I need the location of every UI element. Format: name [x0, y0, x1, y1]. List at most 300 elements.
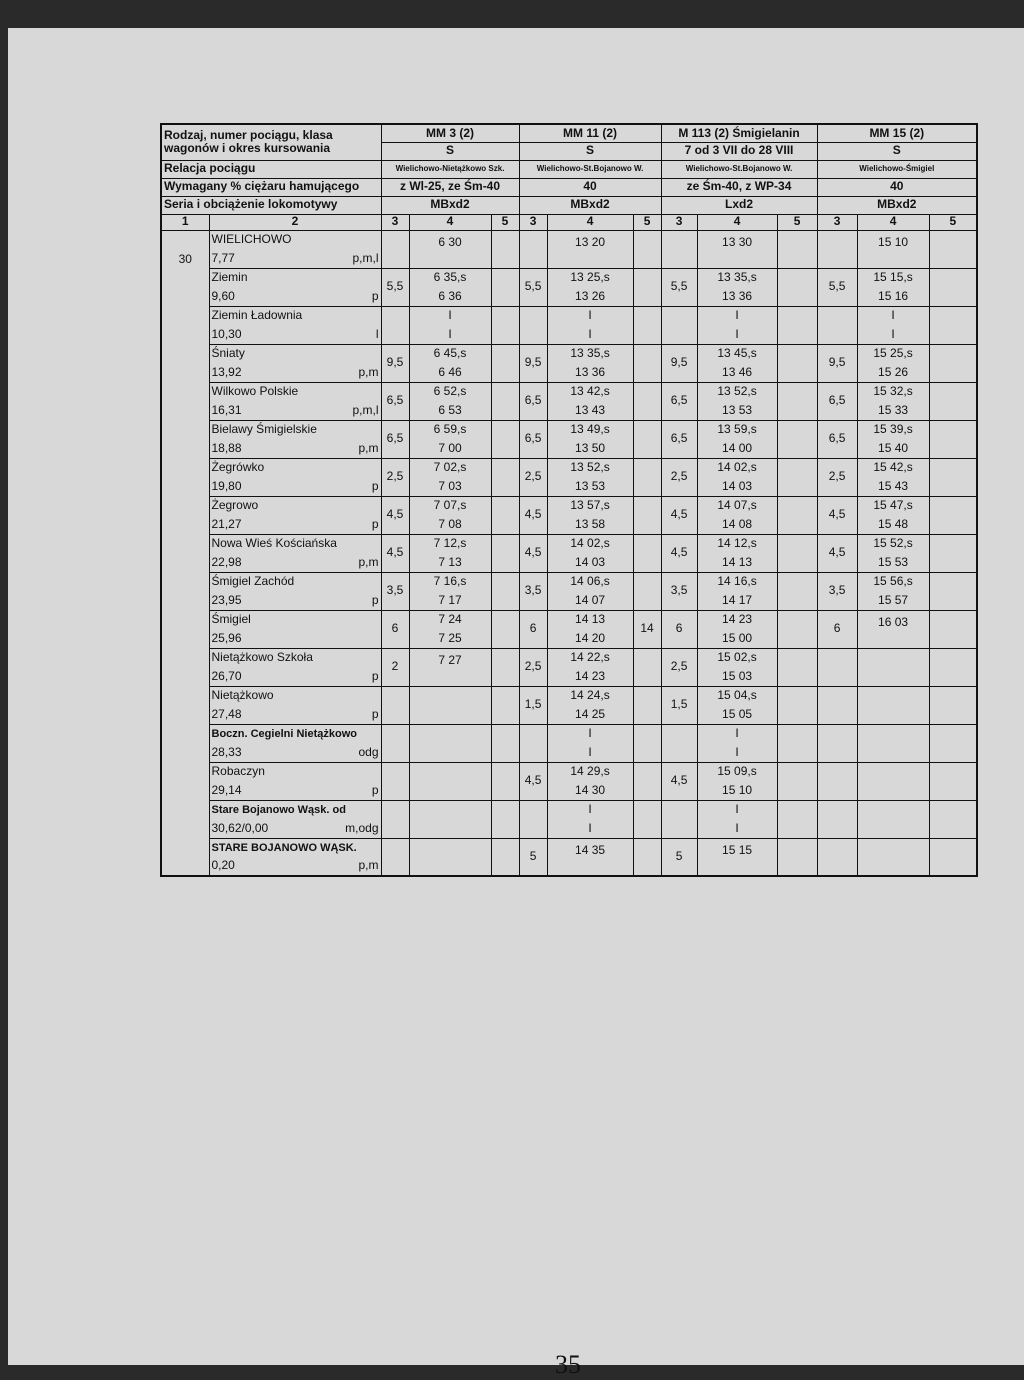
stop-cell [633, 420, 661, 458]
departure-time: 14 03 [722, 478, 753, 493]
time-pair [860, 307, 927, 344]
time-cell [857, 344, 929, 382]
station-km: 23,95 [211, 592, 242, 607]
stop-cell [777, 306, 817, 344]
distance-cell [661, 420, 697, 458]
header-row-train [161, 124, 977, 142]
stop-cell [491, 306, 519, 344]
departure-time: 13 43 [575, 402, 606, 417]
station-km: 21,27 [211, 516, 242, 531]
departure-time: I [448, 326, 452, 341]
stop-cell [633, 648, 661, 686]
station-name: WIELICHOWO [209, 230, 381, 249]
stop-cell [929, 572, 977, 610]
station-km-cell [209, 591, 381, 610]
travel-time: 9,5 [828, 355, 846, 370]
distance-cell [817, 534, 857, 572]
km-line [212, 556, 379, 569]
arrival-time: 14 35 [575, 843, 606, 858]
time-pair [860, 497, 927, 534]
time-pair [412, 801, 489, 838]
column-number: 4 [547, 214, 633, 230]
column-number: 5 [929, 214, 977, 230]
travel-time: 5,5 [670, 279, 688, 294]
stop-cell [633, 458, 661, 496]
time-cell [697, 268, 777, 306]
station-row [161, 496, 977, 515]
time-cell [857, 458, 929, 496]
column-number: 4 [409, 214, 491, 230]
arrival-time: 13 35,s [570, 346, 610, 361]
stop-cell [777, 496, 817, 534]
station-km-cell [209, 363, 381, 382]
line-number-column [161, 230, 209, 876]
departure-time: 15 10 [722, 782, 753, 797]
distance-cell [817, 230, 857, 268]
time-pair [550, 725, 631, 762]
arrival-time: I [735, 726, 739, 741]
departure-time: 7 13 [438, 554, 462, 569]
station-name: Boczn. Cegielni Nietążkowo [209, 724, 381, 743]
stop-cell [777, 382, 817, 420]
departure-time: 14 20 [575, 630, 606, 645]
station-code: p,m [358, 364, 379, 379]
time-pair [700, 801, 775, 838]
time-cell [857, 420, 929, 458]
time-cell [547, 534, 633, 572]
time-pair [700, 535, 775, 572]
arrival-time: 15 32,s [873, 384, 913, 399]
station-km: 30,62/0,00 [211, 820, 269, 835]
header-value: MBxd2 [381, 196, 519, 214]
stop-cell [929, 724, 977, 762]
time-pair [860, 649, 927, 686]
station-km: 10,30 [211, 326, 242, 341]
time-pair [550, 801, 631, 838]
arrival-time: 6 59,s [433, 422, 467, 437]
departure-time: 13 26 [575, 288, 606, 303]
arrival-time: 13 35,s [717, 270, 757, 285]
time-cell [697, 800, 777, 838]
travel-time: 6,5 [386, 393, 404, 408]
station-row [161, 534, 977, 553]
stop-cell [929, 306, 977, 344]
time-cell [857, 648, 929, 686]
travel-time: 4,5 [524, 773, 542, 788]
arrival-time: 15 04,s [717, 688, 757, 703]
distance-cell [381, 420, 409, 458]
time-pair [700, 307, 775, 344]
stop-cell [633, 534, 661, 572]
departure-time: I [588, 326, 592, 341]
time-pair [860, 801, 927, 838]
distance-cell [381, 838, 409, 876]
distance-cell [661, 724, 697, 762]
distance-cell [817, 686, 857, 724]
time-pair [550, 383, 631, 420]
time-pair [860, 269, 927, 306]
stop-cell [929, 344, 977, 382]
distance-cell [817, 610, 857, 648]
arrival-time: 15 56,s [873, 574, 913, 589]
stop-cell [929, 610, 977, 648]
distance-cell [519, 572, 547, 610]
station-km-cell [209, 781, 381, 800]
time-pair [412, 345, 489, 382]
departure-time: 15 43 [878, 478, 909, 493]
time-pair [700, 611, 775, 648]
distance-cell [661, 496, 697, 534]
time-cell [697, 648, 777, 686]
stop-time: 14 [640, 621, 654, 636]
stop-cell [491, 230, 519, 268]
arrival-time: 15 09,s [717, 764, 757, 779]
header-label: Wymagany % ciężaru hamującego [161, 178, 381, 196]
column-number: 5 [633, 214, 661, 230]
arrival-time: 6 45,s [433, 346, 467, 361]
time-pair [700, 839, 775, 876]
station-row [161, 648, 977, 667]
station-name: Śniaty [209, 344, 381, 363]
distance-cell [519, 382, 547, 420]
arrival-time: 7 16,s [433, 574, 467, 589]
time-pair [412, 383, 489, 420]
distance-cell [661, 344, 697, 382]
travel-time: 2,5 [524, 659, 542, 674]
stop-cell [777, 762, 817, 800]
station-km: 9,60 [211, 288, 235, 303]
time-pair [700, 459, 775, 496]
departure-time: 14 08 [722, 516, 753, 531]
station-row [161, 610, 977, 629]
distance-cell [519, 648, 547, 686]
time-cell [409, 382, 491, 420]
station-name: Śmigiel Zachód [209, 572, 381, 591]
time-cell [409, 534, 491, 572]
header-value: 40 [519, 178, 661, 196]
stop-cell [929, 268, 977, 306]
header-value: z Wl-25, ze Śm-40 [381, 178, 519, 196]
distance-cell [661, 534, 697, 572]
distance-cell [817, 458, 857, 496]
arrival-time: I [588, 726, 592, 741]
stop-cell [633, 762, 661, 800]
station-code: p [371, 668, 379, 683]
arrival-time: I [891, 308, 895, 323]
station-km-cell [209, 325, 381, 344]
distance-cell [661, 686, 697, 724]
travel-time: 4,5 [828, 545, 846, 560]
line-number: 30 [178, 251, 192, 266]
distance-cell [661, 382, 697, 420]
distance-cell [381, 230, 409, 268]
distance-cell [661, 306, 697, 344]
station-name: Bielawy Śmigielskie [209, 420, 381, 439]
km-line [212, 442, 379, 455]
header-label-train-type: Rodzaj, numer pociągu, klasa wagonów i okres kursowania [161, 124, 381, 160]
time-pair [412, 839, 489, 876]
station-km: 18,88 [211, 440, 242, 455]
station-code: p [371, 288, 379, 303]
station-row [161, 306, 977, 325]
distance-cell [519, 344, 547, 382]
distance-cell [661, 648, 697, 686]
station-name: STARE BOJANOWO WĄSK. [209, 838, 381, 857]
stop-cell [491, 420, 519, 458]
station-name: Wilkowo Polskie [209, 382, 381, 401]
stop-cell [633, 800, 661, 838]
station-km: 26,70 [211, 668, 242, 683]
travel-time: 4,5 [828, 507, 846, 522]
travel-time: 4,5 [524, 545, 542, 560]
time-pair [550, 231, 631, 268]
time-cell [409, 838, 491, 876]
stop-cell [777, 724, 817, 762]
travel-time: 6,5 [386, 431, 404, 446]
time-cell [547, 344, 633, 382]
stop-cell [633, 382, 661, 420]
distance-cell [661, 838, 697, 876]
station-name: Śmigiel [209, 610, 381, 629]
departure-time: 6 53 [438, 402, 462, 417]
departure-time: 14 07 [575, 592, 606, 607]
distance-cell [519, 762, 547, 800]
km-line [212, 252, 379, 265]
travel-time: 6,5 [828, 393, 846, 408]
column-number: 3 [661, 214, 697, 230]
departure-time: 15 00 [722, 630, 753, 645]
time-pair [550, 649, 631, 686]
travel-time: 2,5 [670, 469, 688, 484]
travel-time: 4,5 [670, 773, 688, 788]
station-row [161, 762, 977, 781]
arrival-time: I [588, 308, 592, 323]
distance-cell [817, 344, 857, 382]
km-line [212, 708, 379, 721]
distance-cell [381, 572, 409, 610]
column-number: 3 [519, 214, 547, 230]
time-cell [547, 724, 633, 762]
departure-time: 13 36 [722, 288, 753, 303]
stop-cell [491, 382, 519, 420]
column-number: 2 [209, 214, 381, 230]
stop-cell [491, 572, 519, 610]
stop-cell [777, 686, 817, 724]
header-value: MBxd2 [817, 196, 977, 214]
arrival-time: 13 59,s [717, 422, 757, 437]
time-pair [700, 231, 775, 268]
time-pair [700, 763, 775, 800]
station-km-cell [209, 857, 381, 876]
travel-time: 2,5 [670, 659, 688, 674]
arrival-time: 14 12,s [717, 536, 757, 551]
time-cell [697, 838, 777, 876]
stop-cell [929, 230, 977, 268]
time-cell [409, 724, 491, 762]
time-cell [857, 230, 929, 268]
time-pair [550, 497, 631, 534]
station-row [161, 800, 977, 819]
station-km-cell [209, 553, 381, 572]
departure-time: 13 58 [575, 516, 606, 531]
stop-cell [929, 420, 977, 458]
time-cell [697, 230, 777, 268]
station-km-cell [209, 515, 381, 534]
km-line [212, 670, 379, 683]
time-pair [412, 421, 489, 458]
column-number: 4 [697, 214, 777, 230]
distance-cell [519, 420, 547, 458]
stop-cell [633, 230, 661, 268]
arrival-time: 14 02,s [717, 460, 757, 475]
km-line [212, 366, 379, 379]
stop-cell [491, 458, 519, 496]
station-km: 25,96 [211, 630, 242, 645]
distance-cell [817, 800, 857, 838]
departure-time: 13 46 [722, 364, 753, 379]
travel-time: 6,5 [670, 431, 688, 446]
distance-cell [519, 458, 547, 496]
time-pair [860, 839, 927, 876]
station-km: 29,14 [211, 782, 242, 797]
distance-cell [381, 724, 409, 762]
time-cell [409, 686, 491, 724]
travel-time: 9,5 [524, 355, 542, 370]
time-cell [409, 230, 491, 268]
arrival-time: 13 42,s [570, 384, 610, 399]
km-line [212, 328, 379, 341]
arrival-time: 13 25,s [570, 270, 610, 285]
time-cell [697, 420, 777, 458]
time-pair [412, 535, 489, 572]
arrival-time: 16 03 [878, 615, 909, 630]
distance-cell [817, 724, 857, 762]
station-km: 16,31 [211, 402, 242, 417]
travel-time: 5,5 [386, 279, 404, 294]
time-pair [860, 421, 927, 458]
distance-cell [817, 496, 857, 534]
stop-cell [633, 344, 661, 382]
travel-time: 2,5 [386, 469, 404, 484]
travel-time: 2,5 [524, 469, 542, 484]
travel-time: 6 [675, 621, 683, 636]
arrival-time: 15 15 [722, 843, 753, 858]
train-number: M 113 (2) Śmigielanin [661, 124, 817, 142]
travel-time: 4,5 [386, 545, 404, 560]
time-cell [409, 268, 491, 306]
station-code: p,m [358, 440, 379, 455]
time-pair [860, 383, 927, 420]
station-km: 7,77 [211, 250, 235, 265]
arrival-time: 6 30 [438, 235, 462, 250]
station-name: Nietążkowo [209, 686, 381, 705]
arrival-time: 13 45,s [717, 346, 757, 361]
time-pair [412, 231, 489, 268]
station-km: 19,80 [211, 478, 242, 493]
stop-cell [491, 800, 519, 838]
stop-cell [491, 724, 519, 762]
station-km-cell [209, 743, 381, 762]
time-pair [550, 421, 631, 458]
distance-cell [519, 534, 547, 572]
distance-cell [661, 610, 697, 648]
stop-cell [777, 230, 817, 268]
time-pair [860, 763, 927, 800]
stop-cell [777, 458, 817, 496]
stop-cell [633, 496, 661, 534]
arrival-time: 15 52,s [873, 536, 913, 551]
km-line [212, 822, 379, 835]
time-cell [409, 306, 491, 344]
stop-cell [633, 838, 661, 876]
header-value: MBxd2 [519, 196, 661, 214]
distance-cell [519, 610, 547, 648]
time-pair [860, 573, 927, 610]
time-pair [860, 535, 927, 572]
departure-time: 13 36 [575, 364, 606, 379]
header-value: Wielichowo-Nietążkowo Szk. [381, 160, 519, 178]
time-cell [697, 306, 777, 344]
distance-cell [817, 382, 857, 420]
stop-cell [491, 268, 519, 306]
time-pair [412, 307, 489, 344]
arrival-time: 14 24,s [570, 688, 610, 703]
stop-cell [777, 344, 817, 382]
time-pair [700, 345, 775, 382]
stop-cell [777, 648, 817, 686]
distance-cell [817, 572, 857, 610]
departure-time: I [891, 326, 895, 341]
station-row [161, 724, 977, 743]
distance-cell [661, 572, 697, 610]
train-class: S [519, 142, 661, 160]
station-name: Żegrówko [209, 458, 381, 477]
travel-time: 3,5 [670, 583, 688, 598]
header-row-loco [161, 196, 977, 214]
distance-cell [817, 306, 857, 344]
column-number: 3 [381, 214, 409, 230]
header-row-brake [161, 178, 977, 196]
station-km: 28,33 [211, 744, 242, 759]
time-pair [550, 839, 631, 876]
time-cell [547, 382, 633, 420]
travel-time: 5 [675, 849, 683, 864]
departure-time: 15 33 [878, 402, 909, 417]
station-name: Nietążkowo Szkoła [209, 648, 381, 667]
distance-cell [381, 306, 409, 344]
station-km: 22,98 [211, 554, 242, 569]
arrival-time: 14 06,s [570, 574, 610, 589]
station-code: p [371, 592, 379, 607]
time-pair [700, 573, 775, 610]
distance-cell [381, 268, 409, 306]
distance-cell [817, 838, 857, 876]
time-pair [412, 763, 489, 800]
time-pair [700, 649, 775, 686]
header-value: Lxd2 [661, 196, 817, 214]
travel-time: 6 [833, 621, 841, 636]
stop-cell [777, 800, 817, 838]
stop-cell [633, 268, 661, 306]
time-cell [547, 420, 633, 458]
stop-cell [633, 306, 661, 344]
stop-cell [633, 610, 661, 648]
header-value: Wielichowo-Śmigiel [817, 160, 977, 178]
station-code: odg [358, 744, 379, 759]
time-cell [409, 800, 491, 838]
arrival-time: 14 29,s [570, 764, 610, 779]
time-cell [547, 458, 633, 496]
